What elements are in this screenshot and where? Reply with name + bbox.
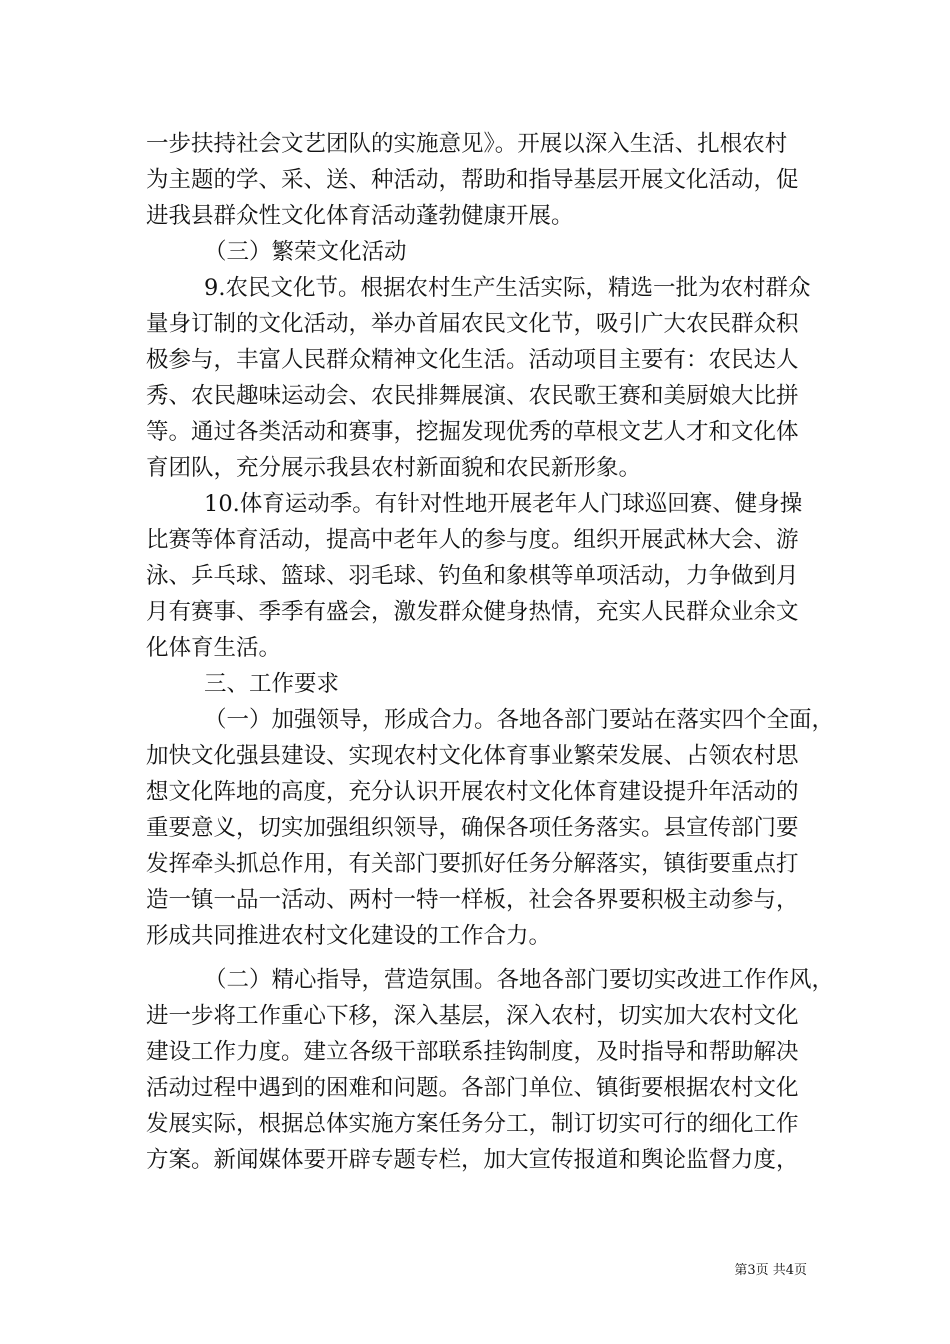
text-line: 化体育生活。 bbox=[146, 635, 282, 661]
text-line: 一步扶持社会文艺团队的实施意见》。开展以深入生活、扎根农村 bbox=[146, 131, 788, 157]
text-line: 想文化阵地的高度，充分认识开展农村文化体育建设提升年活动的 bbox=[146, 779, 799, 805]
text-line: 等。通过各类活动和赛事，挖掘发现优秀的草根文艺人才和文化体 bbox=[146, 419, 799, 445]
text-line: 极参与，丰富人民群众精神文化生活。活动项目主要有：农民达人 bbox=[146, 347, 799, 373]
text-line: 发挥牵头抓总作用，有关部门要抓好任务分解落实，镇街要重点打 bbox=[146, 851, 799, 877]
text-line: 重要意义，切实加强组织领导，确保各项任务落实。县宣传部门要 bbox=[146, 815, 799, 841]
text-line: 泳、乒乓球、篮球、羽毛球、钓鱼和象棋等单项活动，力争做到月 bbox=[146, 563, 799, 589]
text-line: 月有赛事、季季有盛会，激发群众健身热情，充实人民群众业余文 bbox=[146, 599, 799, 625]
text-line: 进我县群众性文化体育活动蓬勃健康开展。 bbox=[146, 203, 574, 229]
text-line: 为主题的学、采、送、种活动，帮助和指导基层开展文化活动，促 bbox=[146, 167, 799, 193]
text-line: 量身订制的文化活动，举办首届农民文化节，吸引广大农民群众积 bbox=[146, 311, 799, 337]
section-heading: 三、工作要求 bbox=[204, 671, 340, 697]
text-line: 育团队，充分展示我县农村新面貌和农民新形象。 bbox=[146, 455, 642, 481]
text-line: 比赛等体育活动，提高中老年人的参与度。组织开展武林大会、游 bbox=[146, 527, 799, 553]
text-line: 进一步将工作重心下移，深入基层，深入农村，切实加大农村文化 bbox=[146, 1003, 799, 1029]
section-heading: （三）繁荣文化活动 bbox=[204, 239, 407, 265]
text-line: （二）精心指导，营造氛围。各地各部门要切实改进工作作风， bbox=[204, 967, 835, 993]
text-line: （一）加强领导，形成合力。各地各部门要站在落实四个全面， bbox=[204, 707, 835, 733]
text-line: 建设工作力度。建立各级干部联系挂钩制度，及时指导和帮助解决 bbox=[146, 1039, 799, 1065]
text-line: 造一镇一品一活动、两村一特一样板，社会各界要积极主动参与， bbox=[146, 887, 799, 913]
text-line: 发展实际，根据总体实施方案任务分工，制订切实可行的细化工作 bbox=[146, 1111, 799, 1137]
text-line: 方案。新闻媒体要开辟专题专栏，加大宣传报道和舆论监督力度， bbox=[146, 1147, 799, 1173]
text-line: 10.体育运动季。有针对性地开展老年人门球巡回赛、健身操 bbox=[204, 491, 803, 517]
text-line: 活动过程中遇到的困难和问题。各部门单位、镇街要根据农村文化 bbox=[146, 1075, 799, 1101]
text-line: 加快文化强县建设、实现农村文化体育事业繁荣发展、占领农村思 bbox=[146, 743, 799, 769]
text-line: 9.农民文化节。根据农村生产生活实际，精选一批为农村群众 bbox=[204, 275, 811, 301]
page-number: 第3页 共4页 bbox=[734, 1263, 807, 1278]
text-line: 秀、农民趣味运动会、农民排舞展演、农民歌王赛和美厨娘大比拼 bbox=[146, 383, 799, 409]
text-line: 形成共同推进农村文化建设的工作合力。 bbox=[146, 923, 552, 949]
